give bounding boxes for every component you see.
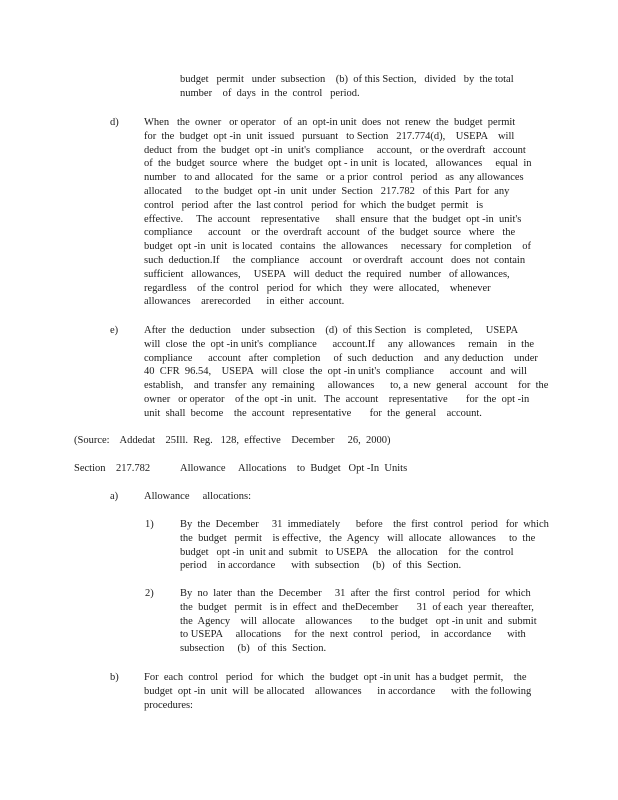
text-line: By no later than the December 31 after the first control period for which xyxy=(180,588,531,599)
continuation-paragraph xyxy=(180,73,540,101)
text-line: After the deduction under subsection (d) of this Section is completed, USEPA xyxy=(144,325,519,336)
text-line: deduct from the budget opt -in unit's compliance account, or the overdraft account xyxy=(144,144,526,156)
item-label-a1: 1) xyxy=(145,519,154,530)
text-line: number of days in the control period. xyxy=(180,87,360,99)
text-line: unit shall become the account representative for the general account. xyxy=(144,407,482,419)
paragraph-a: Allowance allocations: xyxy=(144,491,252,502)
text-line: to USEPA allocations for the next control period, in accordance with xyxy=(180,629,526,641)
text-line: allowances arerecorded in either account. xyxy=(144,296,345,308)
paragraph-a1 xyxy=(180,518,549,573)
text-line: the Agency will allocate allowances to the budget opt -in unit and submit xyxy=(180,615,537,627)
source-note xyxy=(74,434,534,448)
paragraph-b xyxy=(144,671,540,712)
text-line: budget opt -in unit is located contains the allowances necessary for completion of xyxy=(144,241,531,253)
text-line: budget opt -in unit will be allocated allowances in accordance with the following xyxy=(144,685,532,697)
text-line: By the December 31 immediately before the first control period for which xyxy=(180,519,549,530)
text-line: such deduction.If the compliance account or overdraft account does not contain xyxy=(144,254,526,266)
text-line: number to and allocated for the same or a prior control period as any allowances xyxy=(144,172,524,184)
text-line: control period after the last control period for which the budget permit is xyxy=(144,199,484,211)
text-line: procedures: xyxy=(144,699,193,711)
item-label-a2: 2) xyxy=(145,588,154,599)
text-line: will close the opt -in unit's compliance account.If any allowances remain in the xyxy=(144,338,534,350)
section-number: Section 217.782 xyxy=(74,463,151,474)
text-line: the budget permit is in effect and theDecember 31 of each year thereafter, xyxy=(180,601,534,613)
text-line: When the owner or operator of an opt-in unit does not renew the budget permit xyxy=(144,117,516,128)
item-label-e: e) xyxy=(110,325,119,336)
text-line: regardless of the control period for which they were allocated, whenever xyxy=(144,282,491,294)
text-line: allocated to the budget opt -in unit under Section 217.782 of this Part for any xyxy=(144,185,510,197)
text-line: establish, and transfer any remaining allowances to, a new general account for the xyxy=(144,380,549,392)
text-line: compliance account or the overdraft account of the budget source where the xyxy=(144,227,516,239)
text-line: 40 CFR 96.54, USEPA will close the opt -in unit's compliance account and will xyxy=(144,366,527,378)
text-line: For each control period for which the budget opt -in unit has a budget permit, the xyxy=(144,672,527,683)
text-line: owner or operator of the opt -in unit. The account representative for the opt -in xyxy=(144,393,530,405)
text-line: budget permit under subsection (b) of this Section, divided by the total xyxy=(180,74,514,85)
text-line: sufficient allowances, USEPA will deduct the required number of allowances, xyxy=(144,268,510,280)
text-line: for the budget opt -in unit issued pursuant to Section 217.774(d), USEPA will xyxy=(144,130,515,142)
section-title: Allowance Allocations to Budget Opt -In Units xyxy=(180,463,408,474)
text-line: of the budget source where the budget opt - in unit is located, allowances equal in xyxy=(144,158,532,170)
text-line: effective. The account representative shall ensure that the budget opt -in unit's xyxy=(144,213,522,225)
paragraph-a2 xyxy=(180,587,540,656)
text-line: period in accordance with subsection (b) of this Section. xyxy=(180,560,462,572)
item-label-d: d) xyxy=(110,117,119,128)
text-line: compliance account after completion of such deduction and any deduction under xyxy=(144,352,538,364)
text-line: budget opt -in unit and submit to USEPA the allocation for the control xyxy=(180,546,514,558)
paragraph-d xyxy=(144,116,540,309)
source-note-text: (Source: Addedat 25Ill. Reg. 128, effective December 26, 2000) xyxy=(74,435,391,446)
item-label-a: a) xyxy=(110,491,119,502)
paragraph-e xyxy=(144,324,549,421)
text-line: subsection (b) of this Section. xyxy=(180,643,327,655)
text-line: the budget permit is effective, the Agency will allocate allowances to the xyxy=(180,532,536,544)
item-label-b: b) xyxy=(110,672,119,683)
